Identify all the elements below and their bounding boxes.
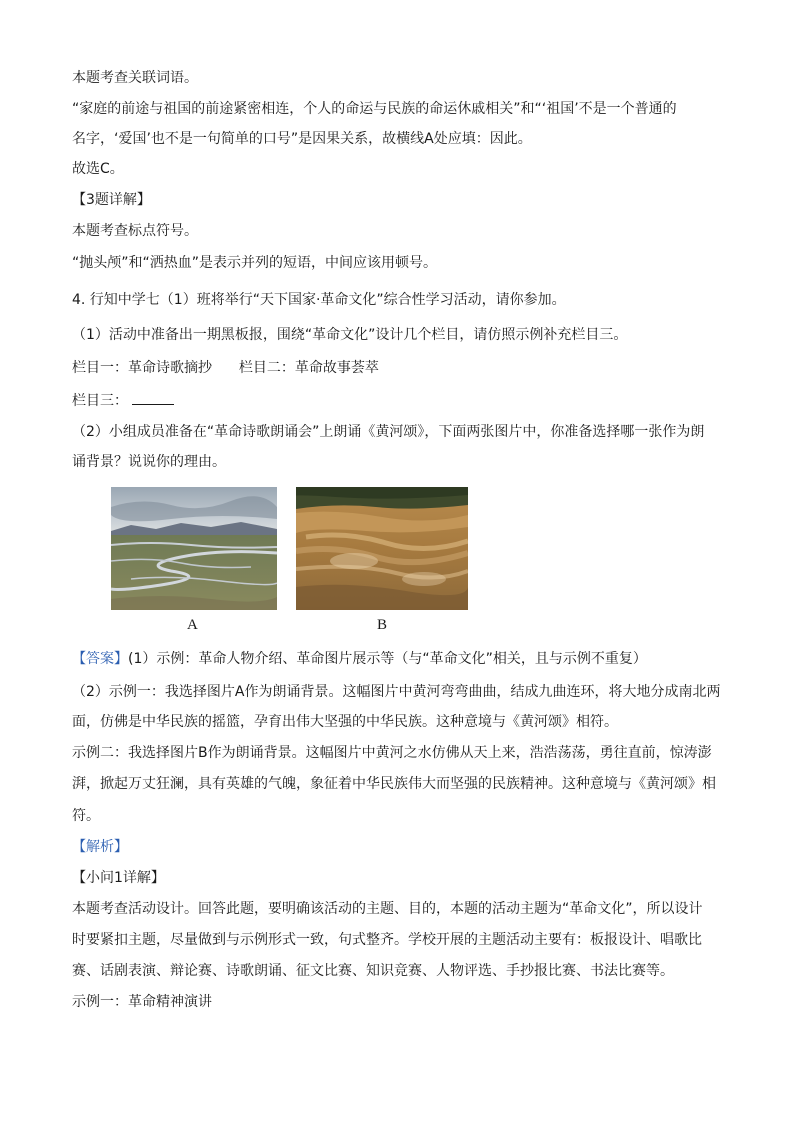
line-7: “抛头颅”和“洒热血”是表示并列的短语，中间应该用顿号。 [72,255,438,271]
line-24: 赛、话剧表演、辩论赛、诗歌朗诵、征文比赛、知识竞赛、人物评选、手抄报比赛、书法比赛等。 [72,963,674,979]
line-8: 4. 行知中学七（1）班将举行“天下国家·革命文化”综合性学习活动，请你参加。 [72,292,566,308]
line-9: （1）活动中准备出一期黑板报，围绕“革命文化”设计几个栏目，请仿照示例补充栏目三。 [72,327,628,343]
answer-text: (1）示例：革命人物介绍、革命图片展示等（与“革命文化”相关，且与示例不重复） [128,651,647,667]
caption-b: B [377,617,388,633]
line-6: 本题考查标点符号。 [72,223,198,239]
line-4: 故选C。 [72,161,124,177]
picture-a [111,487,277,610]
answer-blank [132,390,174,405]
column-three-label: 栏目三： [72,393,128,409]
line-12: （2）小组成员准备在“革命诗歌朗诵会”上朗诵《黄河颂》，下面两张图片中，你准备选择哪一张作为朗 [72,424,705,440]
line-2: “家庭的前途与祖国的前途紧密相连，个人的命运与民族的命运休戚相关”和“‘祖国’不是一个普通的 [72,101,677,117]
line-23: 时要紧扣主题，尽量做到与示例形式一致，句式整齐。学校开展的主题活动主要有：板报设计、唱歌比 [72,932,702,948]
line-11 [72,390,174,411]
line-14 [72,649,647,669]
line-18: 湃，掀起万丈狂澜，具有英雄的气魄，象征着中华民族伟大而坚强的民族精神。这种意境与《黄河颂》相 [72,776,716,792]
line-20: 【解析】 [72,839,128,855]
line-1: 本题考查关联词语。 [72,70,198,86]
line-17: 示例二：我选择图片B作为朗诵背景。这幅图片中黄河之水仿佛从天上来，浩浩荡荡，勇往直前，惊涛澎 [72,745,712,761]
line-25: 示例一：革命精神演讲 [72,994,212,1010]
answer-tag: 【答案】 [72,651,128,667]
column-one: 栏目一：革命诗歌摘抄 [72,360,212,376]
picture-b [296,487,468,610]
line-15: （2）示例一：我选择图片A作为朗诵背景。这幅图片中黄河弯弯曲曲，结成九曲连环，将大地分成南北两 [72,684,721,700]
line-16: 面，仿佛是中华民族的摇篮，孕育出伟大坚强的中华民族。这种意境与《黄河颂》相符。 [72,714,618,730]
column-two: 栏目二：革命故事荟萃 [238,360,379,376]
line-13: 诵背景？说说你的理由。 [72,454,226,470]
line-3: 名字，‘爱国’也不是一句简单的口号”是因果关系，故横线A处应填：因此。 [72,131,532,147]
caption-a: A [187,617,198,633]
line-19: 符。 [72,808,100,824]
line-22: 本题考查活动设计。回答此题，要明确该活动的主题、目的，本题的活动主题为“革命文化”，所以设计 [72,901,703,917]
line-5: 【3题详解】 [72,192,151,208]
line-10 [72,358,379,378]
line-21: 【小问1详解】 [72,870,165,886]
